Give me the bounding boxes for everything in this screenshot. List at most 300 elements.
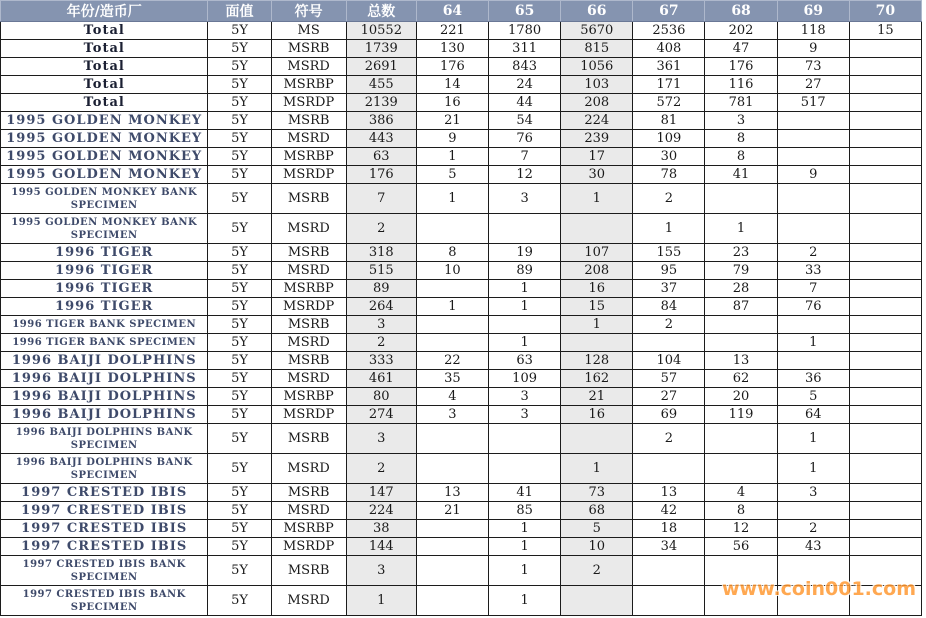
grade-67-cell: 408 xyxy=(633,40,705,58)
grade-69-cell: 27 xyxy=(777,76,849,94)
grade-67-cell xyxy=(633,586,705,616)
grade-65-cell xyxy=(489,214,561,244)
total-cell: 38 xyxy=(346,520,416,538)
grade-64-cell: 130 xyxy=(416,40,488,58)
symbol-cell: MSRBP xyxy=(271,388,346,406)
denomination-cell: 5Y xyxy=(208,22,271,40)
denomination-cell: 5Y xyxy=(208,454,271,484)
symbol-cell: MSRD xyxy=(271,58,346,76)
coin-name-cell: 1996 BAIJI DOLPHINS BANK SPECIMEN xyxy=(1,424,208,454)
total-cell: 176 xyxy=(346,166,416,184)
grade-65-cell: 7 xyxy=(489,148,561,166)
grade-68-cell xyxy=(705,184,777,214)
header-symbol: 符号 xyxy=(271,1,346,22)
grade-69-cell: 3 xyxy=(777,484,849,502)
total-cell: 144 xyxy=(346,538,416,556)
grade-64-cell: 21 xyxy=(416,502,488,520)
grade-66-cell: 224 xyxy=(561,112,633,130)
grade-69-cell: 73 xyxy=(777,58,849,76)
grade-69-cell: 36 xyxy=(777,370,849,388)
grade-68-cell: 12 xyxy=(705,520,777,538)
header-denomination: 面值 xyxy=(208,1,271,22)
grade-68-cell: 47 xyxy=(705,40,777,58)
grade-66-cell: 68 xyxy=(561,502,633,520)
grade-65-cell: 1780 xyxy=(489,22,561,40)
table-row xyxy=(1,298,922,316)
grade-66-cell xyxy=(561,424,633,454)
grade-69-cell: 2 xyxy=(777,520,849,538)
table-row xyxy=(1,94,922,112)
grade-64-cell xyxy=(416,424,488,454)
coin-name-cell: 1996 BAIJI DOLPHINS xyxy=(1,406,208,424)
total-cell: 7 xyxy=(346,184,416,214)
grade-67-cell: 81 xyxy=(633,112,705,130)
grade-68-cell: 202 xyxy=(705,22,777,40)
table-row xyxy=(1,166,922,184)
coin-name-cell: 1997 CRESTED IBIS xyxy=(1,538,208,556)
symbol-cell: MSRB xyxy=(271,424,346,454)
total-cell: 147 xyxy=(346,484,416,502)
grade-67-cell: 34 xyxy=(633,538,705,556)
grade-67-cell xyxy=(633,556,705,586)
coin-name-cell: 1995 GOLDEN MONKEY xyxy=(1,130,208,148)
symbol-cell: MSRDP xyxy=(271,298,346,316)
grade-65-cell xyxy=(489,454,561,484)
total-cell: 2 xyxy=(346,454,416,484)
total-cell: 274 xyxy=(346,406,416,424)
grade-64-cell xyxy=(416,280,488,298)
table-row xyxy=(1,484,922,502)
denomination-cell: 5Y xyxy=(208,388,271,406)
grade-69-cell: 76 xyxy=(777,298,849,316)
grade-70-cell xyxy=(849,280,921,298)
grade-67-cell: 155 xyxy=(633,244,705,262)
table-row xyxy=(1,424,922,454)
grade-64-cell: 1 xyxy=(416,298,488,316)
grade-64-cell: 1 xyxy=(416,184,488,214)
symbol-cell: MSRB xyxy=(271,40,346,58)
header-row xyxy=(1,1,922,22)
grade-68-cell: 28 xyxy=(705,280,777,298)
denomination-cell: 5Y xyxy=(208,316,271,334)
grade-64-cell: 3 xyxy=(416,406,488,424)
grade-65-cell: 1 xyxy=(489,586,561,616)
grade-66-cell: 17 xyxy=(561,148,633,166)
watermark-box xyxy=(722,578,917,602)
symbol-cell: MSRD xyxy=(271,262,346,280)
grade-68-cell: 781 xyxy=(705,94,777,112)
grade-68-cell: 41 xyxy=(705,166,777,184)
grade-68-cell: 23 xyxy=(705,244,777,262)
denomination-cell: 5Y xyxy=(208,334,271,352)
symbol-cell: MS xyxy=(271,22,346,40)
symbol-cell: MSRB xyxy=(271,244,346,262)
symbol-cell: MSRDP xyxy=(271,406,346,424)
coin-name-cell: Total xyxy=(1,94,208,112)
grade-67-cell: 2 xyxy=(633,424,705,454)
grade-66-cell: 128 xyxy=(561,352,633,370)
denomination-cell: 5Y xyxy=(208,280,271,298)
denomination-cell: 5Y xyxy=(208,262,271,280)
grade-67-cell: 361 xyxy=(633,58,705,76)
table-body xyxy=(1,22,922,616)
grade-64-cell xyxy=(416,586,488,616)
symbol-cell: MSRDP xyxy=(271,94,346,112)
grade-67-cell: 1 xyxy=(633,214,705,244)
total-cell: 63 xyxy=(346,148,416,166)
grade-69-cell xyxy=(777,352,849,370)
denomination-cell: 5Y xyxy=(208,406,271,424)
grade-69-cell xyxy=(777,316,849,334)
grade-66-cell: 1 xyxy=(561,454,633,484)
grade-64-cell: 5 xyxy=(416,166,488,184)
grade-65-cell: 44 xyxy=(489,94,561,112)
grade-65-cell: 3 xyxy=(489,406,561,424)
coin-name-cell: 1996 TIGER BANK SPECIMEN xyxy=(1,334,208,352)
grade-66-cell: 16 xyxy=(561,406,633,424)
symbol-cell: MSRD xyxy=(271,454,346,484)
grade-65-cell xyxy=(489,424,561,454)
grade-69-cell: 118 xyxy=(777,22,849,40)
grade-66-cell xyxy=(561,334,633,352)
grade-67-cell xyxy=(633,454,705,484)
grade-66-cell: 10 xyxy=(561,538,633,556)
coin-name-cell: Total xyxy=(1,22,208,40)
grade-69-cell: 1 xyxy=(777,334,849,352)
symbol-cell: MSRBP xyxy=(271,148,346,166)
grade-66-cell: 162 xyxy=(561,370,633,388)
table-row xyxy=(1,214,922,244)
grade-68-cell: 119 xyxy=(705,406,777,424)
total-cell: 264 xyxy=(346,298,416,316)
grade-69-cell xyxy=(777,502,849,520)
grade-70-cell xyxy=(849,244,921,262)
denomination-cell: 5Y xyxy=(208,58,271,76)
grade-65-cell: 24 xyxy=(489,76,561,94)
total-cell: 224 xyxy=(346,502,416,520)
table-row xyxy=(1,352,922,370)
coin-name-cell: 1995 GOLDEN MONKEY xyxy=(1,166,208,184)
symbol-cell: MSRB xyxy=(271,484,346,502)
coin-name-cell: 1996 BAIJI DOLPHINS BANK SPECIMEN xyxy=(1,454,208,484)
header-grade-67: 67 xyxy=(633,1,705,22)
table-row xyxy=(1,148,922,166)
grade-70-cell xyxy=(849,214,921,244)
grade-66-cell: 15 xyxy=(561,298,633,316)
grade-65-cell: 311 xyxy=(489,40,561,58)
grade-64-cell: 14 xyxy=(416,76,488,94)
denomination-cell: 5Y xyxy=(208,502,271,520)
table-row xyxy=(1,406,922,424)
table-row xyxy=(1,520,922,538)
grade-65-cell: 89 xyxy=(489,262,561,280)
header-year-mint: 年份/造币厂 xyxy=(1,1,208,22)
denomination-cell: 5Y xyxy=(208,586,271,616)
grade-69-cell: 7 xyxy=(777,280,849,298)
coin-name-cell: 1996 TIGER BANK SPECIMEN xyxy=(1,316,208,334)
grade-70-cell xyxy=(849,40,921,58)
grade-70-cell xyxy=(849,298,921,316)
grade-67-cell: 572 xyxy=(633,94,705,112)
grade-68-cell: 176 xyxy=(705,58,777,76)
total-cell: 3 xyxy=(346,316,416,334)
total-cell: 1 xyxy=(346,586,416,616)
grade-64-cell: 21 xyxy=(416,112,488,130)
grade-68-cell: 79 xyxy=(705,262,777,280)
table-row xyxy=(1,130,922,148)
table-row xyxy=(1,40,922,58)
grade-68-cell: 87 xyxy=(705,298,777,316)
table-row xyxy=(1,502,922,520)
table-row xyxy=(1,58,922,76)
grade-70-cell xyxy=(849,454,921,484)
grade-64-cell xyxy=(416,556,488,586)
grade-65-cell: 1 xyxy=(489,334,561,352)
grade-70-cell xyxy=(849,502,921,520)
grade-70-cell xyxy=(849,130,921,148)
grade-66-cell: 1 xyxy=(561,316,633,334)
grade-70-cell xyxy=(849,148,921,166)
coin-name-cell: 1996 TIGER xyxy=(1,262,208,280)
coin-name-cell: 1996 BAIJI DOLPHINS xyxy=(1,388,208,406)
grade-67-cell: 69 xyxy=(633,406,705,424)
grade-70-cell xyxy=(849,262,921,280)
coin-name-cell: 1996 TIGER xyxy=(1,280,208,298)
total-cell: 2691 xyxy=(346,58,416,76)
table-row xyxy=(1,334,922,352)
grade-66-cell: 208 xyxy=(561,94,633,112)
grade-68-cell xyxy=(705,334,777,352)
grade-69-cell xyxy=(777,214,849,244)
table-row xyxy=(1,538,922,556)
header-grade-66: 66 xyxy=(561,1,633,22)
table-row xyxy=(1,22,922,40)
grade-70-cell xyxy=(849,538,921,556)
total-cell: 318 xyxy=(346,244,416,262)
grade-68-cell: 1 xyxy=(705,214,777,244)
grade-64-cell xyxy=(416,520,488,538)
grade-64-cell: 35 xyxy=(416,370,488,388)
grade-64-cell: 4 xyxy=(416,388,488,406)
total-cell: 2139 xyxy=(346,94,416,112)
grade-67-cell: 18 xyxy=(633,520,705,538)
symbol-cell: MSRB xyxy=(271,352,346,370)
symbol-cell: MSRBP xyxy=(271,76,346,94)
coin-name-cell: Total xyxy=(1,76,208,94)
grade-68-cell: 20 xyxy=(705,388,777,406)
grade-68-cell: 56 xyxy=(705,538,777,556)
denomination-cell: 5Y xyxy=(208,112,271,130)
grade-69-cell: 1 xyxy=(777,424,849,454)
symbol-cell: MSRB xyxy=(271,184,346,214)
table-row xyxy=(1,112,922,130)
denomination-cell: 5Y xyxy=(208,94,271,112)
grade-69-cell: 1 xyxy=(777,454,849,484)
symbol-cell: MSRDP xyxy=(271,166,346,184)
total-cell: 1739 xyxy=(346,40,416,58)
grade-66-cell: 1056 xyxy=(561,58,633,76)
symbol-cell: MSRB xyxy=(271,316,346,334)
total-cell: 515 xyxy=(346,262,416,280)
grade-65-cell xyxy=(489,316,561,334)
grade-66-cell: 5 xyxy=(561,520,633,538)
symbol-cell: MSRDP xyxy=(271,538,346,556)
grade-70-cell xyxy=(849,76,921,94)
grade-70-cell xyxy=(849,94,921,112)
coin-name-cell: 1995 GOLDEN MONKEY xyxy=(1,148,208,166)
total-cell: 386 xyxy=(346,112,416,130)
grade-69-cell: 2 xyxy=(777,244,849,262)
grade-67-cell: 13 xyxy=(633,484,705,502)
grade-66-cell: 1 xyxy=(561,184,633,214)
grade-70-cell xyxy=(849,424,921,454)
header-total: 总数 xyxy=(346,1,416,22)
grade-67-cell: 171 xyxy=(633,76,705,94)
table-row xyxy=(1,370,922,388)
grade-66-cell: 30 xyxy=(561,166,633,184)
grade-66-cell: 208 xyxy=(561,262,633,280)
grade-65-cell: 843 xyxy=(489,58,561,76)
coin-name-cell: Total xyxy=(1,40,208,58)
grade-70-cell xyxy=(849,334,921,352)
total-cell: 89 xyxy=(346,280,416,298)
grade-65-cell: 1 xyxy=(489,520,561,538)
grade-67-cell: 30 xyxy=(633,148,705,166)
grade-67-cell: 104 xyxy=(633,352,705,370)
header-grade-70: 70 xyxy=(849,1,921,22)
grade-67-cell: 2536 xyxy=(633,22,705,40)
total-cell: 333 xyxy=(346,352,416,370)
grade-68-cell xyxy=(705,454,777,484)
grade-64-cell xyxy=(416,316,488,334)
coin-name-cell: 1997 CRESTED IBIS BANK SPECIMEN xyxy=(1,586,208,616)
grade-65-cell: 63 xyxy=(489,352,561,370)
total-cell: 455 xyxy=(346,76,416,94)
grade-68-cell: 4 xyxy=(705,484,777,502)
coin-name-cell: 1997 CRESTED IBIS xyxy=(1,484,208,502)
denomination-cell: 5Y xyxy=(208,148,271,166)
grade-64-cell: 13 xyxy=(416,484,488,502)
coin-name-cell: 1996 TIGER xyxy=(1,298,208,316)
grade-69-cell: 517 xyxy=(777,94,849,112)
grade-68-cell: 8 xyxy=(705,130,777,148)
grade-68-cell: 3 xyxy=(705,112,777,130)
symbol-cell: MSRD xyxy=(271,214,346,244)
grade-67-cell: 27 xyxy=(633,388,705,406)
grade-66-cell: 107 xyxy=(561,244,633,262)
total-cell: 80 xyxy=(346,388,416,406)
denomination-cell: 5Y xyxy=(208,424,271,454)
grade-68-cell: 8 xyxy=(705,502,777,520)
grade-66-cell: 2 xyxy=(561,556,633,586)
total-cell: 3 xyxy=(346,424,416,454)
grade-64-cell: 221 xyxy=(416,22,488,40)
table-row xyxy=(1,388,922,406)
header-grade-69: 69 xyxy=(777,1,849,22)
grade-65-cell: 85 xyxy=(489,502,561,520)
table-row xyxy=(1,244,922,262)
total-cell: 2 xyxy=(346,214,416,244)
grade-66-cell xyxy=(561,214,633,244)
denomination-cell: 5Y xyxy=(208,484,271,502)
grade-69-cell xyxy=(777,184,849,214)
grade-70-cell xyxy=(849,370,921,388)
grade-65-cell: 41 xyxy=(489,484,561,502)
grade-69-cell xyxy=(777,148,849,166)
grade-64-cell xyxy=(416,334,488,352)
grade-65-cell: 1 xyxy=(489,298,561,316)
grade-69-cell: 43 xyxy=(777,538,849,556)
grade-66-cell xyxy=(561,586,633,616)
header-grade-65: 65 xyxy=(489,1,561,22)
table-row xyxy=(1,76,922,94)
grade-64-cell: 8 xyxy=(416,244,488,262)
coin-name-cell: 1997 CRESTED IBIS xyxy=(1,502,208,520)
grade-66-cell: 73 xyxy=(561,484,633,502)
denomination-cell: 5Y xyxy=(208,370,271,388)
grade-67-cell: 95 xyxy=(633,262,705,280)
total-cell: 10552 xyxy=(346,22,416,40)
denomination-cell: 5Y xyxy=(208,538,271,556)
grade-65-cell: 3 xyxy=(489,388,561,406)
grade-70-cell xyxy=(849,58,921,76)
coin-name-cell: 1995 GOLDEN MONKEY xyxy=(1,112,208,130)
denomination-cell: 5Y xyxy=(208,130,271,148)
grade-67-cell: 2 xyxy=(633,184,705,214)
grade-70-cell xyxy=(849,406,921,424)
grade-65-cell: 1 xyxy=(489,556,561,586)
table-row xyxy=(1,184,922,214)
symbol-cell: MSRBP xyxy=(271,520,346,538)
symbol-cell: MSRB xyxy=(271,112,346,130)
symbol-cell: MSRD xyxy=(271,334,346,352)
watermark-text: www.coin001.com xyxy=(722,578,917,600)
denomination-cell: 5Y xyxy=(208,244,271,262)
grade-70-cell: 15 xyxy=(849,22,921,40)
grade-67-cell: 84 xyxy=(633,298,705,316)
coin-name-cell: 1997 CRESTED IBIS BANK SPECIMEN xyxy=(1,556,208,586)
grade-65-cell: 19 xyxy=(489,244,561,262)
coin-name-cell: 1996 BAIJI DOLPHINS xyxy=(1,352,208,370)
grade-64-cell: 1 xyxy=(416,148,488,166)
coin-name-cell: Total xyxy=(1,58,208,76)
denomination-cell: 5Y xyxy=(208,76,271,94)
denomination-cell: 5Y xyxy=(208,298,271,316)
grade-70-cell xyxy=(849,352,921,370)
denomination-cell: 5Y xyxy=(208,166,271,184)
grade-69-cell: 9 xyxy=(777,40,849,58)
grade-66-cell: 239 xyxy=(561,130,633,148)
denomination-cell: 5Y xyxy=(208,214,271,244)
grade-68-cell: 13 xyxy=(705,352,777,370)
grade-70-cell xyxy=(849,388,921,406)
grade-65-cell: 76 xyxy=(489,130,561,148)
grade-70-cell xyxy=(849,484,921,502)
grade-64-cell: 16 xyxy=(416,94,488,112)
grade-64-cell: 22 xyxy=(416,352,488,370)
grade-64-cell: 10 xyxy=(416,262,488,280)
grade-65-cell: 3 xyxy=(489,184,561,214)
symbol-cell: MSRBP xyxy=(271,280,346,298)
table-row xyxy=(1,262,922,280)
coin-name-cell: 1997 CRESTED IBIS xyxy=(1,520,208,538)
grade-65-cell: 109 xyxy=(489,370,561,388)
grade-69-cell: 5 xyxy=(777,388,849,406)
grade-68-cell: 62 xyxy=(705,370,777,388)
header-grade-64: 64 xyxy=(416,1,488,22)
grade-70-cell xyxy=(849,184,921,214)
grade-64-cell xyxy=(416,214,488,244)
